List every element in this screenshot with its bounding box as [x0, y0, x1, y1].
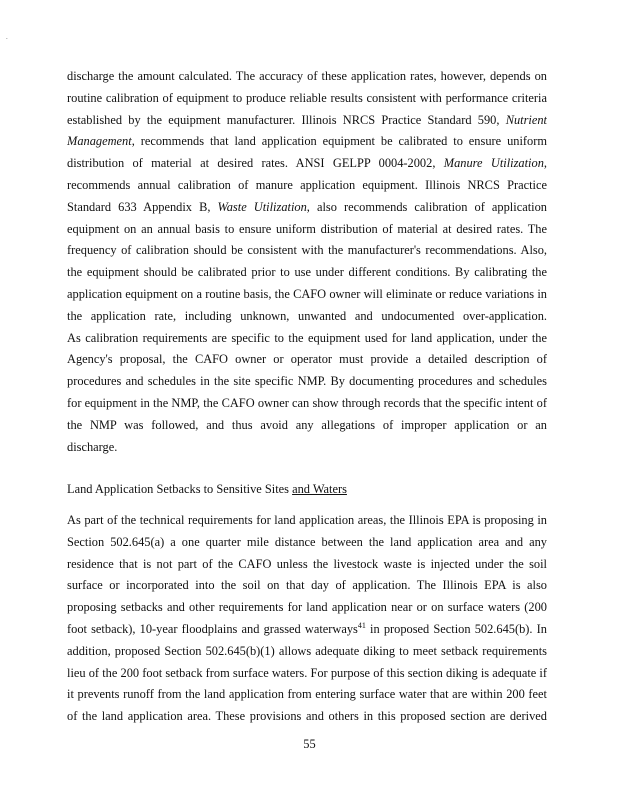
- text-span: Standard 633 Appendix B,: [67, 199, 218, 214]
- italic-title: Waste Utilization: [217, 199, 307, 214]
- text-line: residence that is not part of the CAFO unless the livestock waste is injected under the soil: [67, 556, 547, 571]
- italic-title: Manure Utilization: [443, 156, 544, 171]
- italic-title: Management: [67, 134, 132, 149]
- text-line: [67, 153, 547, 175]
- text-span: distribution of material at desired rates. ANSI GELPP 0004-2002,: [67, 156, 444, 171]
- text-line: addition, proposed Section 502.645(b)(1) allows adequate diking to meet setback requirements: [67, 643, 547, 658]
- text-line: Section 502.645(a) a one quarter mile distance between the land application area and any: [67, 534, 547, 549]
- text-line: it prevents runoff from the land application from entering surface water that are within 200 feet: [67, 687, 547, 702]
- text-line: [67, 619, 547, 641]
- corner-mark: .: [6, 33, 8, 41]
- text-line: surface or incorporated into the soil on that day of application. The Illinois EPA is also: [67, 578, 547, 593]
- text-line: As calibration requirements are specific to the equipment used for land application, under the: [67, 330, 547, 345]
- text-line: [67, 131, 547, 153]
- italic-title: Nutrient: [505, 112, 547, 127]
- text-line: routine calibration of equipment to produce reliable results consistent with performance criteria: [67, 90, 547, 105]
- footnote-ref: 41: [357, 620, 366, 630]
- section-heading-text: Land Application Setbacks to Sensitive Sites: [67, 482, 293, 496]
- text-span: in proposed Section 502.645(b). In: [365, 621, 547, 636]
- text-line: [67, 110, 547, 132]
- text-line: application equipment on a routine basis, the CAFO owner will eliminate or reduce variations in: [67, 286, 547, 301]
- text-span: foot setback), 10-year floodplains and grassed waterways: [67, 621, 358, 636]
- text-line: discharge.: [67, 439, 118, 454]
- text-line: procedures and schedules in the site specific NMP. By documenting procedures and schedules: [67, 374, 547, 389]
- text-line: As part of the technical requirements for land application areas, the Illinois EPA is proposing in: [67, 513, 547, 527]
- paragraph-calibration: [67, 66, 547, 458]
- text-line: proposing setbacks and other requirements for land application near or on surface waters (200: [67, 600, 547, 615]
- text-line: discharge the amount calculated. The accuracy of these application rates, however, depends on: [67, 69, 547, 83]
- page-number: 55: [303, 737, 316, 751]
- text-line: the equipment should be calibrated prior to use under different conditions. By calibrating the: [67, 265, 547, 280]
- paragraph-setbacks: [67, 510, 547, 728]
- text-span: , also recommends calibration of application: [306, 199, 547, 214]
- text-span: , recommends that land application equipment be calibrated to ensure uniform: [131, 134, 547, 149]
- text-line: [67, 197, 547, 219]
- text-line: the NMP was followed, and thus avoid any allegations of improper application or an: [67, 417, 547, 432]
- text-line: of the land application area. These provisions and others in this proposed section are derived: [67, 709, 547, 724]
- text-span: ,: [543, 156, 547, 171]
- text-line: frequency of calibration should be consistent with the manufacturer's recommendations. Also,: [67, 243, 547, 258]
- text-line: lieu of the 200 foot setback from surface waters. For purpose of this section diking is adequate if: [67, 665, 547, 680]
- text-line: recommends annual calibration of manure application equipment. Illinois NRCS Practice: [67, 177, 547, 192]
- section-heading-underlined: and Waters: [292, 482, 347, 496]
- text-span: established by the equipment manufacturer. Illinois NRCS Practice Standard 590,: [67, 112, 506, 127]
- text-line: Agency's proposal, the CAFO owner or operator must provide a detailed description of: [67, 352, 547, 367]
- section-heading: [67, 479, 347, 501]
- text-line: equipment on an annual basis to ensure uniform distribution of material at desired rates. The: [67, 221, 547, 236]
- text-line: for equipment in the NMP, the CAFO owner can show through records that the specific intent of: [67, 395, 547, 410]
- text-line: the application rate, including unknown, unwanted and undocumented over-application.: [67, 308, 547, 323]
